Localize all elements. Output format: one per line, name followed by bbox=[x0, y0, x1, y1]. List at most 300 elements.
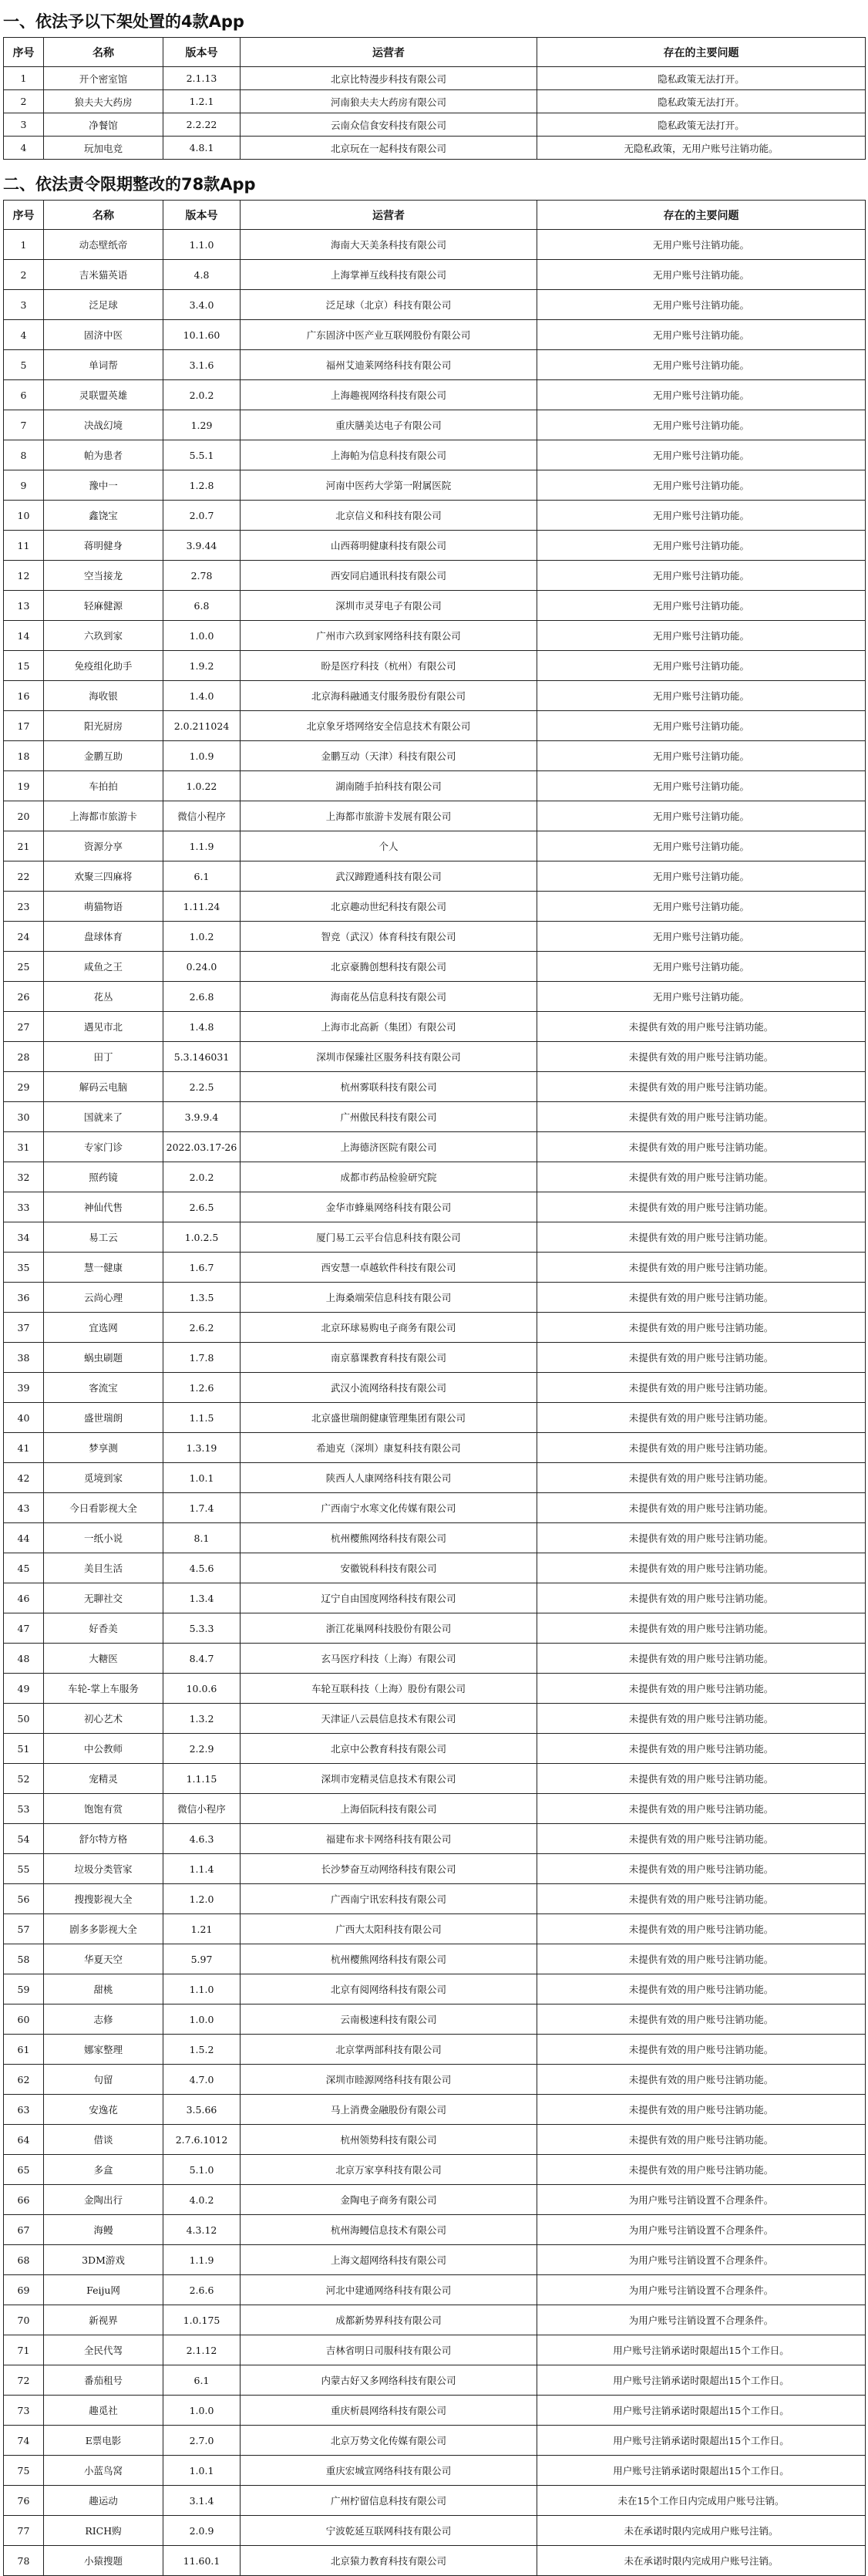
cell-version: 5.97 bbox=[163, 1944, 241, 1974]
cell-app-name: 借谈 bbox=[44, 2125, 163, 2155]
cell-index: 42 bbox=[4, 1463, 44, 1493]
cell-issue: 用户账号注销承诺时限超出15个工作日。 bbox=[537, 2335, 866, 2365]
table-row bbox=[4, 1794, 866, 1824]
cell-version: 2.2.5 bbox=[163, 1072, 241, 1102]
cell-issue: 无隐私政策，无用户账号注销功能。 bbox=[537, 137, 866, 160]
cell-version: 1.0.2 bbox=[163, 922, 241, 952]
cell-index: 12 bbox=[4, 561, 44, 591]
cell-issue: 无用户账号注销功能。 bbox=[537, 952, 866, 982]
cell-version: 1.1.9 bbox=[163, 2245, 241, 2275]
cell-app-name: Feiju网 bbox=[44, 2275, 163, 2305]
cell-issue: 未提供有效的用户账号注销功能。 bbox=[537, 2004, 866, 2035]
cell-operator: 希迪克（深圳）康复科技有限公司 bbox=[241, 1433, 537, 1463]
cell-version: 1.1.0 bbox=[163, 1974, 241, 2004]
cell-operator: 北京象牙塔网络安全信息技术有限公司 bbox=[241, 711, 537, 741]
cell-index: 40 bbox=[4, 1403, 44, 1433]
table-row bbox=[4, 1914, 866, 1944]
cell-index: 14 bbox=[4, 621, 44, 651]
cell-version: 1.2.8 bbox=[163, 470, 241, 501]
cell-version: 1.2.6 bbox=[163, 1373, 241, 1403]
table-row bbox=[4, 2546, 866, 2576]
cell-operator: 云南众信食安科技有限公司 bbox=[241, 113, 537, 137]
table-row bbox=[4, 1734, 866, 1764]
cell-app-name: 吉米猫英语 bbox=[44, 260, 163, 290]
cell-app-name: 遇见市北 bbox=[44, 1012, 163, 1042]
cell-version: 1.5.2 bbox=[163, 2035, 241, 2065]
cell-issue: 未提供有效的用户账号注销功能。 bbox=[537, 1132, 866, 1162]
cell-operator: 成都新势界科技有限公司 bbox=[241, 2305, 537, 2335]
cell-operator: 重庆析晨网络科技有限公司 bbox=[241, 2396, 537, 2426]
cell-operator: 天津证八云晨信息技术有限公司 bbox=[241, 1704, 537, 1734]
cell-issue: 隐私政策无法打开。 bbox=[537, 67, 866, 90]
cell-index: 73 bbox=[4, 2396, 44, 2426]
cell-index: 57 bbox=[4, 1914, 44, 1944]
table-row bbox=[4, 2215, 866, 2245]
cell-index: 20 bbox=[4, 801, 44, 831]
cell-version: 1.3.19 bbox=[163, 1433, 241, 1463]
cell-issue: 无用户账号注销功能。 bbox=[537, 922, 866, 952]
cell-version: 6.1 bbox=[163, 2365, 241, 2396]
cell-app-name: 单词帮 bbox=[44, 350, 163, 380]
cell-operator: 北京趣动世纪科技有限公司 bbox=[241, 892, 537, 922]
cell-app-name: 盘球体育 bbox=[44, 922, 163, 952]
table-row bbox=[4, 982, 866, 1012]
cell-app-name: 一纸小说 bbox=[44, 1523, 163, 1553]
cell-issue: 未提供有效的用户账号注销功能。 bbox=[537, 1463, 866, 1493]
table-row bbox=[4, 2305, 866, 2335]
cell-issue: 未提供有效的用户账号注销功能。 bbox=[537, 1914, 866, 1944]
cell-app-name: 空当接龙 bbox=[44, 561, 163, 591]
cell-index: 10 bbox=[4, 501, 44, 531]
cell-app-name: 豫中一 bbox=[44, 470, 163, 501]
cell-operator: 成都市药品检验研究院 bbox=[241, 1162, 537, 1192]
cell-operator: 北京海科融通支付服务股份有限公司 bbox=[241, 681, 537, 711]
cell-operator: 金陶电子商务有限公司 bbox=[241, 2185, 537, 2215]
cell-issue: 隐私政策无法打开。 bbox=[537, 113, 866, 137]
cell-version: 1.0.175 bbox=[163, 2305, 241, 2335]
cell-index: 2 bbox=[4, 260, 44, 290]
table-row bbox=[4, 1343, 866, 1373]
cell-issue: 无用户账号注销功能。 bbox=[537, 771, 866, 801]
cell-issue: 未在承诺时限内完成用户账号注销。 bbox=[537, 2546, 866, 2576]
cell-issue: 未提供有效的用户账号注销功能。 bbox=[537, 1824, 866, 1854]
cell-index: 4 bbox=[4, 320, 44, 350]
cell-operator: 车轮互联科技（上海）股份有限公司 bbox=[241, 1674, 537, 1704]
cell-index: 21 bbox=[4, 831, 44, 861]
table-row bbox=[4, 470, 866, 501]
table-header-row bbox=[4, 38, 866, 67]
cell-operator: 上海趣视网络科技有限公司 bbox=[241, 380, 537, 410]
cell-operator: 金华市蜂巢网络科技有限公司 bbox=[241, 1192, 537, 1222]
cell-version: 1.11.24 bbox=[163, 892, 241, 922]
cell-index: 26 bbox=[4, 982, 44, 1012]
cell-app-name: 趣运动 bbox=[44, 2486, 163, 2516]
cell-app-name: 金陶出行 bbox=[44, 2185, 163, 2215]
table-row bbox=[4, 67, 866, 90]
cell-index: 55 bbox=[4, 1854, 44, 1884]
cell-app-name: 玩加电竞 bbox=[44, 137, 163, 160]
cell-operator: 北京有阅网络科技有限公司 bbox=[241, 1974, 537, 2004]
cell-app-name: 多盒 bbox=[44, 2155, 163, 2185]
cell-version: 4.3.12 bbox=[163, 2215, 241, 2245]
cell-operator: 玄马医疗科技（上海）有限公司 bbox=[241, 1644, 537, 1674]
cell-app-name: 车轮-掌上车服务 bbox=[44, 1674, 163, 1704]
table-row bbox=[4, 651, 866, 681]
cell-app-name: 灵联盟英雄 bbox=[44, 380, 163, 410]
table-row bbox=[4, 2004, 866, 2035]
cell-app-name: 固济中医 bbox=[44, 320, 163, 350]
cell-index: 13 bbox=[4, 591, 44, 621]
cell-issue: 为用户账号注销设置不合理条件。 bbox=[537, 2215, 866, 2245]
cell-operator: 杭州樱熊网络科技有限公司 bbox=[241, 1944, 537, 1974]
table-row bbox=[4, 2245, 866, 2275]
cell-index: 63 bbox=[4, 2095, 44, 2125]
cell-index: 34 bbox=[4, 1222, 44, 1253]
cell-issue: 未提供有效的用户账号注销功能。 bbox=[537, 1253, 866, 1283]
cell-index: 46 bbox=[4, 1583, 44, 1613]
table-row bbox=[4, 1523, 866, 1553]
table-row bbox=[4, 2426, 866, 2456]
cell-version: 11.60.1 bbox=[163, 2546, 241, 2576]
cell-app-name: 上海都市旅游卡 bbox=[44, 801, 163, 831]
cell-issue: 未提供有效的用户账号注销功能。 bbox=[537, 1313, 866, 1343]
cell-version: 2.2.9 bbox=[163, 1734, 241, 1764]
table-row bbox=[4, 440, 866, 470]
cell-issue: 未提供有效的用户账号注销功能。 bbox=[537, 1343, 866, 1373]
cell-app-name: 娜家整理 bbox=[44, 2035, 163, 2065]
table-row bbox=[4, 2516, 866, 2546]
table-row bbox=[4, 2095, 866, 2125]
cell-operator: 北京掌两部科技有限公司 bbox=[241, 2035, 537, 2065]
table-row bbox=[4, 621, 866, 651]
cell-issue: 未提供有效的用户账号注销功能。 bbox=[537, 1042, 866, 1072]
cell-app-name: 花丛 bbox=[44, 982, 163, 1012]
cell-operator: 上海佰阮科技有限公司 bbox=[241, 1794, 537, 1824]
table-row bbox=[4, 1824, 866, 1854]
cell-issue: 无用户账号注销功能。 bbox=[537, 561, 866, 591]
cell-app-name: 决战幻境 bbox=[44, 410, 163, 440]
cell-app-name: 志修 bbox=[44, 2004, 163, 2035]
cell-index: 5 bbox=[4, 350, 44, 380]
cell-issue: 无用户账号注销功能。 bbox=[537, 440, 866, 470]
cell-index: 68 bbox=[4, 2245, 44, 2275]
cell-app-name: 全民代驾 bbox=[44, 2335, 163, 2365]
cell-app-name: 句留 bbox=[44, 2065, 163, 2095]
cell-operator: 杭州雾联科技有限公司 bbox=[241, 1072, 537, 1102]
cell-index: 4 bbox=[4, 137, 44, 160]
cell-operator: 北京比特漫步科技有限公司 bbox=[241, 67, 537, 90]
cell-operator: 西安同启通讯科技有限公司 bbox=[241, 561, 537, 591]
cell-version: 4.8 bbox=[163, 260, 241, 290]
table-row bbox=[4, 1463, 866, 1493]
cell-app-name: 轻麻健源 bbox=[44, 591, 163, 621]
table-row bbox=[4, 1613, 866, 1644]
cell-issue: 未提供有效的用户账号注销功能。 bbox=[537, 1523, 866, 1553]
cell-app-name: 小猿搜题 bbox=[44, 2546, 163, 2576]
table-row bbox=[4, 90, 866, 113]
cell-app-name: 田丁 bbox=[44, 1042, 163, 1072]
cell-operator: 盼是医疗科技（杭州）有限公司 bbox=[241, 651, 537, 681]
cell-version: 4.6.3 bbox=[163, 1824, 241, 1854]
cell-index: 27 bbox=[4, 1012, 44, 1042]
cell-version: 4.0.2 bbox=[163, 2185, 241, 2215]
cell-app-name: 客流宝 bbox=[44, 1373, 163, 1403]
cell-issue: 未提供有效的用户账号注销功能。 bbox=[537, 1283, 866, 1313]
cell-app-name: 今日看影视大全 bbox=[44, 1493, 163, 1523]
cell-operator: 武汉蹄蹬通科技有限公司 bbox=[241, 861, 537, 892]
cell-version: 8.1 bbox=[163, 1523, 241, 1553]
cell-version: 3.4.0 bbox=[163, 290, 241, 320]
cell-issue: 未提供有效的用户账号注销功能。 bbox=[537, 1854, 866, 1884]
cell-app-name: 3DM游戏 bbox=[44, 2245, 163, 2275]
cell-index: 51 bbox=[4, 1734, 44, 1764]
cell-index: 56 bbox=[4, 1884, 44, 1914]
cell-index: 36 bbox=[4, 1283, 44, 1313]
cell-issue: 无用户账号注销功能。 bbox=[537, 982, 866, 1012]
cell-version: 1.29 bbox=[163, 410, 241, 440]
cell-version: 1.0.1 bbox=[163, 1463, 241, 1493]
cell-version: 2.1.12 bbox=[163, 2335, 241, 2365]
cell-index: 8 bbox=[4, 440, 44, 470]
table-row bbox=[4, 1704, 866, 1734]
table-row bbox=[4, 1764, 866, 1794]
cell-index: 33 bbox=[4, 1192, 44, 1222]
header-version: 版本号 bbox=[163, 201, 241, 230]
cell-index: 18 bbox=[4, 741, 44, 771]
cell-operator: 泛足球（北京）科技有限公司 bbox=[241, 290, 537, 320]
cell-version: 1.3.4 bbox=[163, 1583, 241, 1613]
cell-index: 67 bbox=[4, 2215, 44, 2245]
cell-version: 1.1.5 bbox=[163, 1403, 241, 1433]
cell-version: 1.0.22 bbox=[163, 771, 241, 801]
cell-index: 64 bbox=[4, 2125, 44, 2155]
cell-issue: 未提供有效的用户账号注销功能。 bbox=[537, 1433, 866, 1463]
table-row bbox=[4, 1313, 866, 1343]
section1-title: 一、依法予以下架处置的4款App bbox=[3, 12, 244, 31]
cell-index: 52 bbox=[4, 1764, 44, 1794]
cell-app-name: 初心艺术 bbox=[44, 1704, 163, 1734]
table-row bbox=[4, 892, 866, 922]
cell-issue: 未提供有效的用户账号注销功能。 bbox=[537, 2095, 866, 2125]
cell-issue: 为用户账号注销设置不合理条件。 bbox=[537, 2245, 866, 2275]
cell-version: 2.6.5 bbox=[163, 1192, 241, 1222]
cell-version: 0.24.0 bbox=[163, 952, 241, 982]
cell-version: 3.1.4 bbox=[163, 2486, 241, 2516]
cell-operator: 北京中公教育科技有限公司 bbox=[241, 1734, 537, 1764]
cell-issue: 未提供有效的用户账号注销功能。 bbox=[537, 1764, 866, 1794]
cell-version: 1.9.2 bbox=[163, 651, 241, 681]
cell-index: 45 bbox=[4, 1553, 44, 1583]
cell-version: 2.0.2 bbox=[163, 380, 241, 410]
cell-version: 2.78 bbox=[163, 561, 241, 591]
cell-app-name: 云尚心理 bbox=[44, 1283, 163, 1313]
table-row bbox=[4, 591, 866, 621]
cell-app-name: 蒋明健身 bbox=[44, 531, 163, 561]
cell-operator: 马上消费金融股份有限公司 bbox=[241, 2095, 537, 2125]
table-row bbox=[4, 1162, 866, 1192]
cell-app-name: 垃圾分类管家 bbox=[44, 1854, 163, 1884]
cell-version: 5.3.3 bbox=[163, 1613, 241, 1644]
cell-operator: 云南极速科技有限公司 bbox=[241, 2004, 537, 2035]
cell-index: 66 bbox=[4, 2185, 44, 2215]
cell-issue: 隐私政策无法打开。 bbox=[537, 90, 866, 113]
cell-operator: 金鹏互动（天津）科技有限公司 bbox=[241, 741, 537, 771]
cell-version: 2.0.9 bbox=[163, 2516, 241, 2546]
cell-index: 2 bbox=[4, 90, 44, 113]
cell-issue: 未提供有效的用户账号注销功能。 bbox=[537, 2125, 866, 2155]
cell-index: 49 bbox=[4, 1674, 44, 1704]
cell-app-name: 帕为患者 bbox=[44, 440, 163, 470]
cell-app-name: RICH购 bbox=[44, 2516, 163, 2546]
cell-operator: 广西南宁讯宏科技有限公司 bbox=[241, 1884, 537, 1914]
cell-version: 1.1.15 bbox=[163, 1764, 241, 1794]
cell-issue: 无用户账号注销功能。 bbox=[537, 410, 866, 440]
cell-issue: 未提供有效的用户账号注销功能。 bbox=[537, 1974, 866, 2004]
cell-index: 25 bbox=[4, 952, 44, 982]
cell-index: 6 bbox=[4, 380, 44, 410]
cell-operator: 重庆宏城宣网络科技有限公司 bbox=[241, 2456, 537, 2486]
cell-index: 54 bbox=[4, 1824, 44, 1854]
cell-app-name: 蜗虫刷题 bbox=[44, 1343, 163, 1373]
cell-app-name: 神仙代售 bbox=[44, 1192, 163, 1222]
table-row bbox=[4, 1222, 866, 1253]
cell-version: 5.5.1 bbox=[163, 440, 241, 470]
header-issue: 存在的主要问题 bbox=[537, 201, 866, 230]
cell-operator: 长沙梦奋互动网络科技有限公司 bbox=[241, 1854, 537, 1884]
cell-app-name: 国就来了 bbox=[44, 1102, 163, 1132]
table-row bbox=[4, 501, 866, 531]
cell-app-name: 解码云电脑 bbox=[44, 1072, 163, 1102]
cell-issue: 未提供有效的用户账号注销功能。 bbox=[537, 1222, 866, 1253]
table-row bbox=[4, 2155, 866, 2185]
cell-app-name: 狼夫夫大药房 bbox=[44, 90, 163, 113]
cell-operator: 上海掌禅互线科技有限公司 bbox=[241, 260, 537, 290]
cell-issue: 无用户账号注销功能。 bbox=[537, 230, 866, 260]
cell-version: 微信小程序 bbox=[163, 1794, 241, 1824]
cell-operator: 北京猿力教育科技有限公司 bbox=[241, 2546, 537, 2576]
cell-issue: 无用户账号注销功能。 bbox=[537, 892, 866, 922]
cell-index: 61 bbox=[4, 2035, 44, 2065]
cell-issue: 未提供有效的用户账号注销功能。 bbox=[537, 1493, 866, 1523]
table-row bbox=[4, 260, 866, 290]
cell-operator: 北京盛世瑞朗健康管理集团有限公司 bbox=[241, 1403, 537, 1433]
cell-version: 4.7.0 bbox=[163, 2065, 241, 2095]
table-row bbox=[4, 1102, 866, 1132]
cell-issue: 无用户账号注销功能。 bbox=[537, 320, 866, 350]
cell-issue: 未提供有效的用户账号注销功能。 bbox=[537, 1734, 866, 1764]
cell-version: 2022.03.17-26 bbox=[163, 1132, 241, 1162]
cell-operator: 北京万势文化传媒有限公司 bbox=[241, 2426, 537, 2456]
table-row bbox=[4, 1674, 866, 1704]
cell-app-name: 趣觅社 bbox=[44, 2396, 163, 2426]
cell-operator: 南京慕课教育科技有限公司 bbox=[241, 1343, 537, 1373]
table-row bbox=[4, 1283, 866, 1313]
cell-operator: 福建布求卡网络科技有限公司 bbox=[241, 1824, 537, 1854]
cell-version: 1.21 bbox=[163, 1914, 241, 1944]
cell-index: 77 bbox=[4, 2516, 44, 2546]
cell-version: 4.5.6 bbox=[163, 1553, 241, 1583]
cell-app-name: 动态壁纸帝 bbox=[44, 230, 163, 260]
cell-issue: 为用户账号注销设置不合理条件。 bbox=[537, 2185, 866, 2215]
table-row bbox=[4, 1433, 866, 1463]
cell-app-name: 觅境到家 bbox=[44, 1463, 163, 1493]
table-row bbox=[4, 2486, 866, 2516]
table-row bbox=[4, 1493, 866, 1523]
cell-operator: 吉林省明日司服科技有限公司 bbox=[241, 2335, 537, 2365]
header-name: 名称 bbox=[44, 201, 163, 230]
cell-index: 72 bbox=[4, 2365, 44, 2396]
cell-operator: 北京玩在一起科技有限公司 bbox=[241, 137, 537, 160]
cell-index: 76 bbox=[4, 2486, 44, 2516]
cell-version: 1.0.0 bbox=[163, 2396, 241, 2426]
cell-index: 9 bbox=[4, 470, 44, 501]
table-row bbox=[4, 113, 866, 137]
cell-app-name: 开个密室馆 bbox=[44, 67, 163, 90]
cell-issue: 无用户账号注销功能。 bbox=[537, 260, 866, 290]
cell-issue: 未提供有效的用户账号注销功能。 bbox=[537, 1583, 866, 1613]
cell-operator: 海南大天美条科技有限公司 bbox=[241, 230, 537, 260]
cell-version: 1.7.4 bbox=[163, 1493, 241, 1523]
cell-operator: 浙江花巢网科技股份有限公司 bbox=[241, 1613, 537, 1644]
table-row bbox=[4, 561, 866, 591]
cell-app-name: 海收银 bbox=[44, 681, 163, 711]
table-row bbox=[4, 801, 866, 831]
cell-index: 15 bbox=[4, 651, 44, 681]
cell-issue: 未在15个工作日内完成用户账号注销。 bbox=[537, 2486, 866, 2516]
cell-app-name: 慧一健康 bbox=[44, 1253, 163, 1283]
cell-app-name: 欢聚三四麻将 bbox=[44, 861, 163, 892]
cell-issue: 用户账号注销承诺时限超出15个工作日。 bbox=[537, 2365, 866, 2396]
header-issue: 存在的主要问题 bbox=[537, 38, 866, 67]
cell-version: 2.0.211024 bbox=[163, 711, 241, 741]
cell-app-name: 海鳗 bbox=[44, 2215, 163, 2245]
cell-operator: 广西大太阳科技有限公司 bbox=[241, 1914, 537, 1944]
cell-issue: 未提供有效的用户账号注销功能。 bbox=[537, 1613, 866, 1644]
table-row bbox=[4, 741, 866, 771]
cell-index: 32 bbox=[4, 1162, 44, 1192]
table-row bbox=[4, 320, 866, 350]
table-row bbox=[4, 2185, 866, 2215]
cell-operator: 辽宁自由国度网络科技有限公司 bbox=[241, 1583, 537, 1613]
cell-index: 1 bbox=[4, 67, 44, 90]
cell-app-name: 六玖到家 bbox=[44, 621, 163, 651]
cell-operator: 北京信义和科技有限公司 bbox=[241, 501, 537, 531]
table-row bbox=[4, 2365, 866, 2396]
cell-version: 1.1.9 bbox=[163, 831, 241, 861]
cell-index: 31 bbox=[4, 1132, 44, 1162]
table-row bbox=[4, 1974, 866, 2004]
cell-issue: 无用户账号注销功能。 bbox=[537, 861, 866, 892]
cell-app-name: 美目生活 bbox=[44, 1553, 163, 1583]
cell-app-name: 新视界 bbox=[44, 2305, 163, 2335]
cell-issue: 用户账号注销承诺时限超出15个工作日。 bbox=[537, 2456, 866, 2486]
cell-issue: 未提供有效的用户账号注销功能。 bbox=[537, 1553, 866, 1583]
cell-app-name: E票电影 bbox=[44, 2426, 163, 2456]
cell-version: 5.1.0 bbox=[163, 2155, 241, 2185]
cell-version: 微信小程序 bbox=[163, 801, 241, 831]
cell-app-name: 易工云 bbox=[44, 1222, 163, 1253]
table-row bbox=[4, 1072, 866, 1102]
cell-app-name: 舒尔特方格 bbox=[44, 1824, 163, 1854]
cell-issue: 未提供有效的用户账号注销功能。 bbox=[537, 1012, 866, 1042]
table-row bbox=[4, 230, 866, 260]
table-row bbox=[4, 2125, 866, 2155]
cell-app-name: 安逸花 bbox=[44, 2095, 163, 2125]
cell-issue: 未提供有效的用户账号注销功能。 bbox=[537, 1102, 866, 1132]
table-row bbox=[4, 1553, 866, 1583]
cell-operator: 深圳市保臻社区服务科技有限公司 bbox=[241, 1042, 537, 1072]
table-row bbox=[4, 2065, 866, 2095]
